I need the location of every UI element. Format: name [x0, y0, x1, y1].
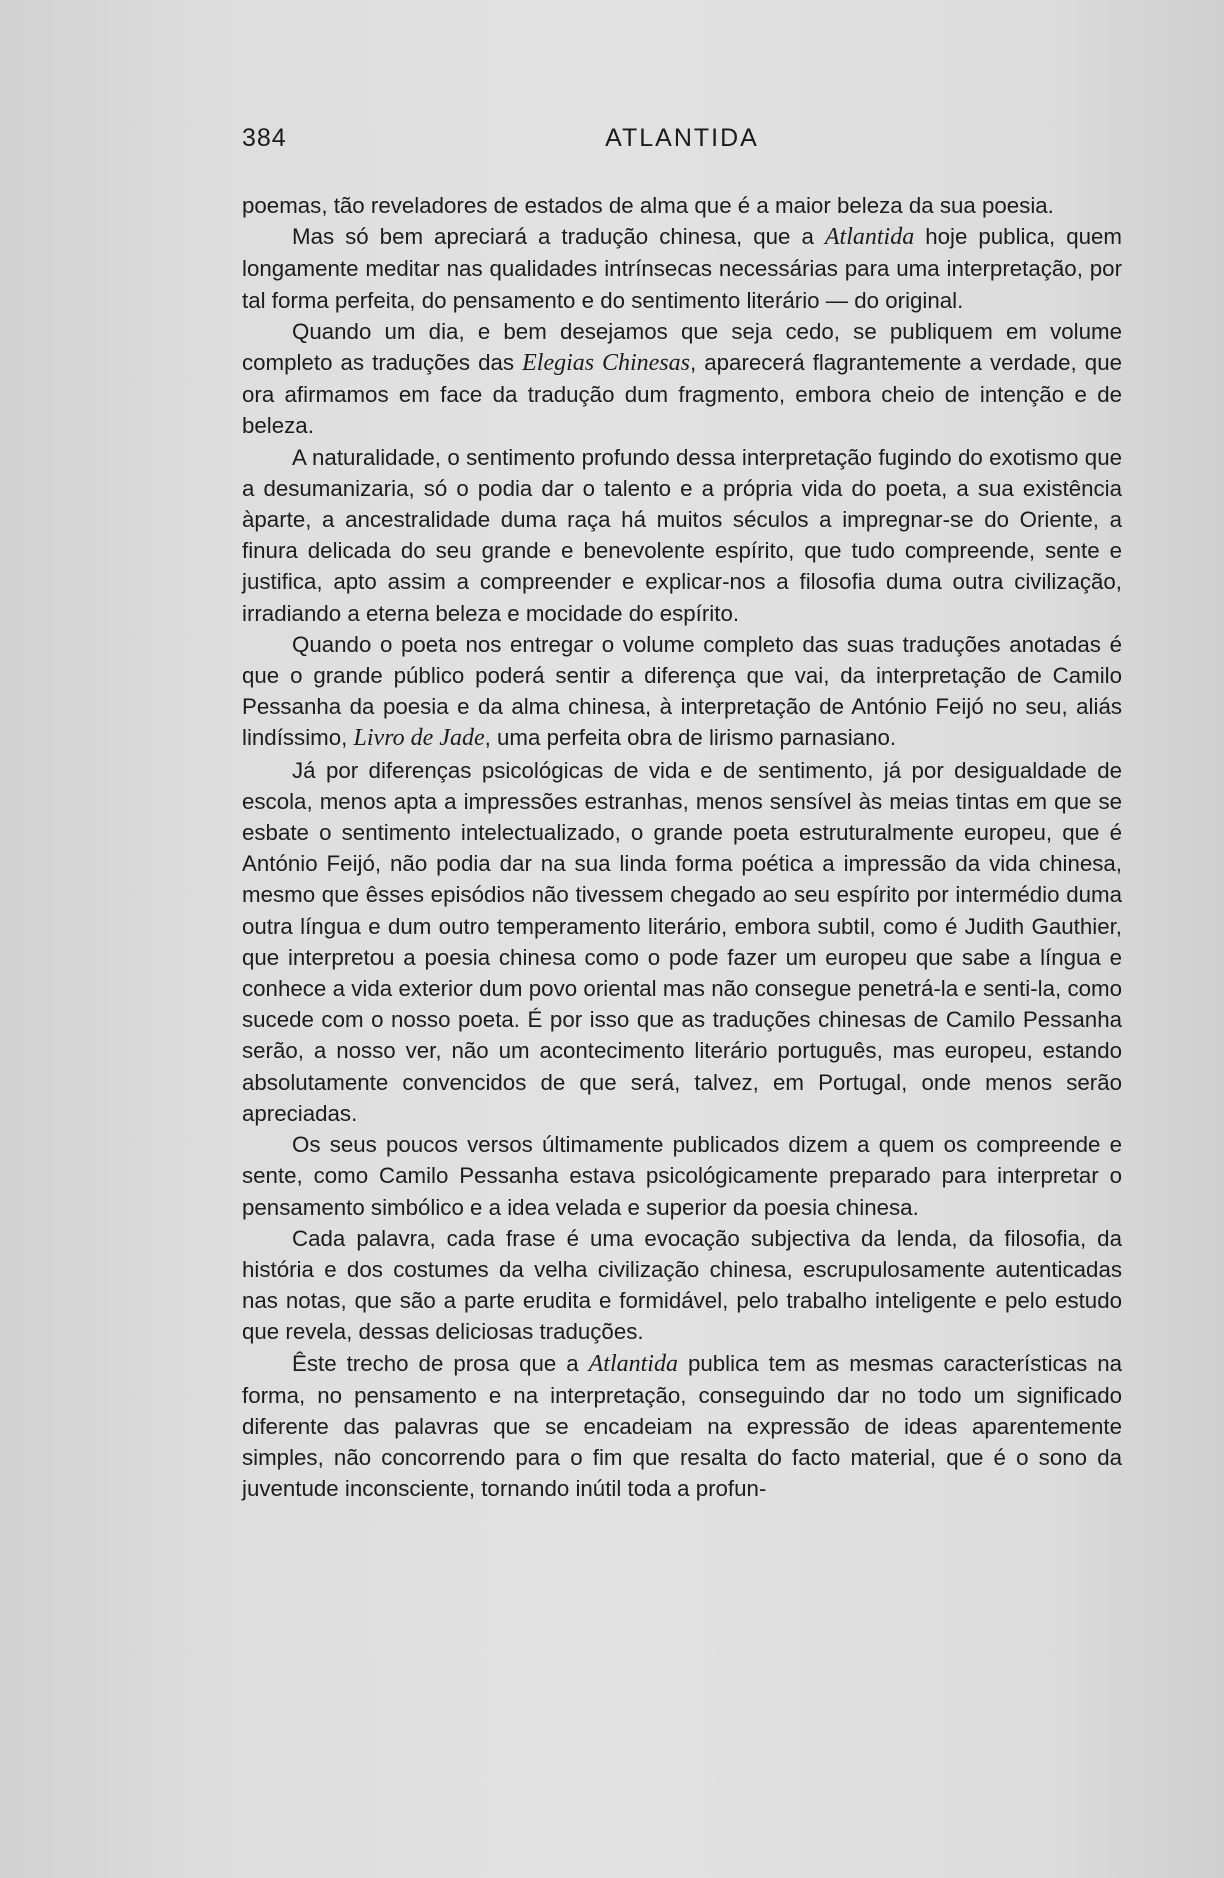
italic-title-atlantida: Atlantida [824, 224, 915, 251]
paragraph-8: Cada palavra, cada frase é uma evocação subjectiva da lenda, da filosofia, da história e dos costumes da velha civilização chinesa, escrupulosamente autenticadas nas notas, que são a parte erudita e formidável, pelo trabalho inteligente e pelo estudo que revela, dessas deliciosas traduções. [242, 1225, 1122, 1345]
paragraph-1: poemas, tão reveladores de estados de alma que é a maior beleza da sua poesia. [242, 193, 1054, 218]
paragraph-5: Quando o poeta nos entregar o volume completo das suas traduções anotadas é que o grande público poderá sentir a diferença que vai, da interpretação de Camilo Pessanha da poesia e da alma chinesa, à interpretação de António Feijó no seu, aliás lindíssimo, Livro de Jade, uma perfeita obra de lirismo parnasiano. [242, 631, 1122, 752]
paragraph-6: Já por diferenças psicológicas de vida e de sentimento, já por desigualdade de escola, menos apta a impressões estranhas, menos sensível às meias tintas em que se esbate o sentimento intelectualizado, o grande poeta estruturalmente europeu, que é António Feijó, não podia dar na sua linda forma poética a impressão da vida chinesa, mesmo que êsses episódios não tivessem chegado ao seu espírito por intermédio duma outra língua e dum outro temperamento literário, embora subtil, como é Judith Gauthier, que interpretou a poesia chinesa como o pode fazer um europeu que sabe a língua e conhece a vida exterior dum povo oriental mas não consegue penetrá-la e senti-la, como sucede com o nosso poeta. É por isso que as traduções chinesas de Camilo Pessanha serão, a nosso ver, não um acontecimento literário português, mas europeu, estando absolutamente convencidos de que será, talvez, em Portugal, onde menos serão apreciadas. [242, 757, 1122, 1126]
page-header [242, 124, 1122, 160]
page-number: 384 [242, 124, 287, 152]
italic-title-elegias-chinesas: Elegias Chinesas [522, 350, 690, 377]
italic-title-livro-de-jade: Livro de Jade [353, 725, 485, 752]
running-title: ATLANTIDA [605, 124, 759, 152]
paragraph-4: A naturalidade, o sentimento profundo dessa interpretação fugindo do exotismo que a desumanizaria, só o podia dar o talento e a própria vida do poeta, a sua existência àparte, a ancestralidade duma raça há muitos séculos a impregnar-se do Oriente, a finura delicada do seu grande e benevolente espírito, que tudo compreende, sente e justifica, apto assim a compreender e explicar-nos a filosofia duma outra civilização, irradiando a eterna beleza e mocidade do espírito. [242, 444, 1122, 626]
italic-title-atlantida-2: Atlantida [588, 1350, 678, 1377]
paragraph-7: Os seus poucos versos últimamente publicados dizem a quem os compreende e sente, como Camilo Pessanha estava psicológicamente preparado para interpretar o pensamento simbólico e a idea velada e superior da poesia chinesa. [242, 1132, 1122, 1220]
paragraph-9: Êste trecho de prosa que a Atlantida publica tem as mesmas características na forma, no pensamento e na interpretação, conseguindo dar no todo um significado diferente das palavras que se encadeiam na expressão de ideas aparentemente simples, não concorrendo para o fim que resalta do facto material, que é o sono da juventude inconsciente, tornando inútil toda a profun- [242, 1350, 1123, 1502]
paragraph-2: Mas só bem apreciará a tradução chinesa, que a Atlantida hoje publica, quem longamente meditar nas qualidades intrínsecas necessárias para uma interpretação, por tal forma perfeita, do pensamento e do sentimento literário — do original. [242, 224, 1122, 313]
paragraph-3: Quando um dia, e bem desejamos que seja cedo, se publiquem em volume completo as traduções das Elegias Chinesas, aparecerá flagrantemente a verdade, que ora afirmamos em face da tradução dum fragmento, embora cheio de intenção e de beleza. [242, 318, 1123, 439]
article-body [242, 190, 1122, 1505]
